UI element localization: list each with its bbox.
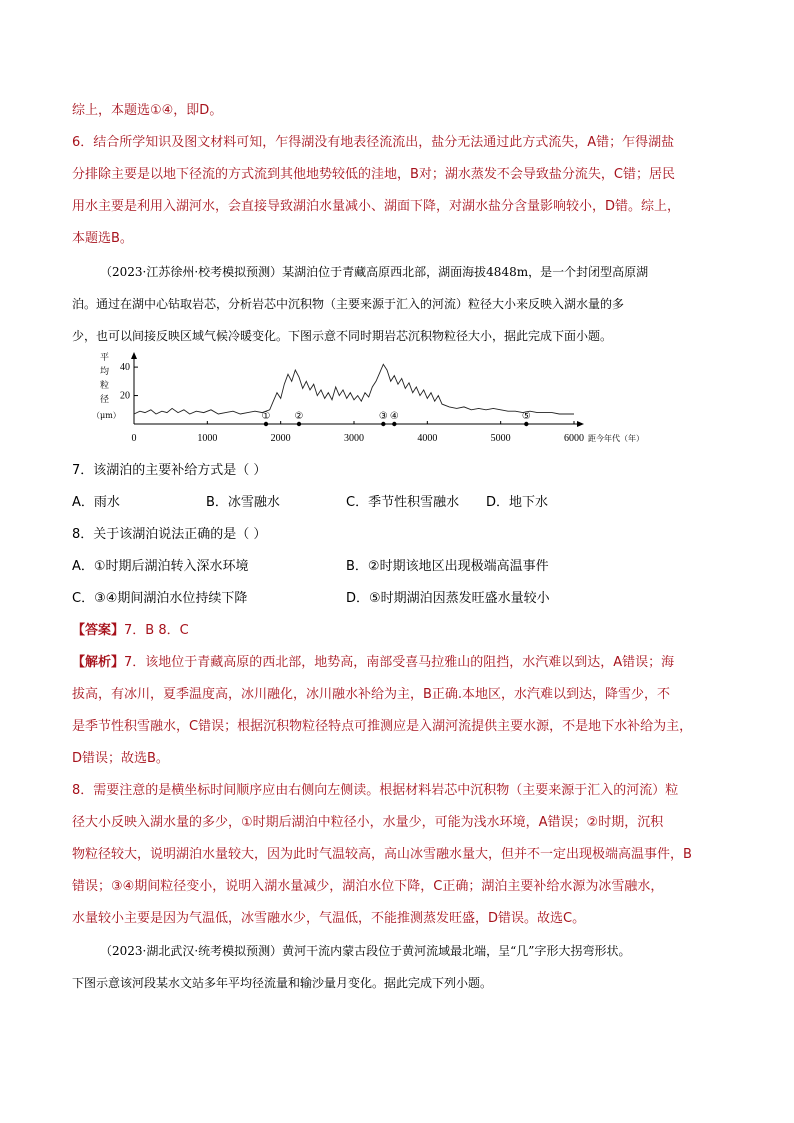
question-7-option-a: A．雨水 xyxy=(72,495,120,510)
period-marker-dot xyxy=(392,422,396,426)
passage-1-line-1: （2023·江苏徐州·校考模拟预测）某湖泊位于青藏高原西北部，湖面海拔4848m，是一个封闭型高原湖 xyxy=(100,265,649,279)
x-axis-arrow xyxy=(577,421,584,427)
grain-size-line xyxy=(134,364,574,414)
question-8-option-d: D．⑤时期湖泊因蒸发旺盛水量较小 xyxy=(346,591,550,606)
question-8: 8．关于该湖泊说法正确的是（ ） xyxy=(72,527,267,542)
grain-size-chart xyxy=(90,352,690,462)
passage-1-line-3: 少，也可以间接反映区域气候冷暖变化。下图示意不同时期岩芯沉积物粒径大小，据此完成下面小题。 xyxy=(72,329,613,343)
analysis-line-1 xyxy=(72,654,742,672)
x-tick-label: 2000 xyxy=(270,433,291,444)
period-marker-label: ③ xyxy=(378,411,388,422)
answer-line xyxy=(72,622,742,640)
question-7-option-d: D．地下水 xyxy=(486,495,549,510)
period-marker-dot xyxy=(381,422,385,426)
passage-2-line-1: （2023·湖北武汉·统考模拟预测）黄河干流内蒙古段位于黄河流域最北端，呈“几”字形大拐弯形状。 xyxy=(100,944,631,958)
analysis-8-line-1: 8．需要注意的是横坐标时间顺序应由右侧向左侧读。根据材料岩芯中沉积物（主要来源于汇入的河流）粒 xyxy=(72,783,679,798)
y-axis-label-char: 粒 xyxy=(100,381,110,391)
y-tick-label: 40 xyxy=(120,362,130,374)
x-tick-label: 1000 xyxy=(197,433,218,444)
analysis-7-line-3: 是季节性积雪融水，C错误；根据沉积物粒径特点可推测应是入湖河流提供主要水源，不是地下水补给为主， xyxy=(72,719,693,734)
analysis-7-line-4: D错误；故选B。 xyxy=(72,751,169,766)
x-tick-label: 5000 xyxy=(490,433,511,444)
y-axis-label-char: 均 xyxy=(100,367,110,377)
explanation-6-line-2: 分排除主要是以地下径流的方式流到其他地势较低的洼地，B对；湖水蒸发不会导致盐分流失，C错；居民 xyxy=(72,167,675,182)
explanation-6-line-3: 用水主要是利用入湖河水，会直接导致湖泊水量减小、湖面下降，对湖水盐分含量影响较小，D错。综上， xyxy=(72,199,681,214)
period-marker-label: ④ xyxy=(389,411,399,422)
period-marker-dot xyxy=(297,422,301,426)
analysis-8-line-4: 错误；③④期间粒径变小，说明入湖水量减少，湖泊水位下降，C正确；湖泊主要补给水源为冰雪融水， xyxy=(72,879,664,894)
question-7-option-b: B．冰雪融水 xyxy=(206,495,280,510)
question-8-option-a: A．①时期后湖泊转入深水环境 xyxy=(72,559,249,574)
analysis-8-line-2: 径大小反映入湖水量的多少，①时期后湖泊中粒径小，水量少，可能为浅水环境，A错误；②时期，沉积 xyxy=(72,815,664,830)
y-axis-arrow xyxy=(131,352,137,359)
period-marker-dot xyxy=(264,422,268,426)
y-tick-label: 20 xyxy=(120,390,130,402)
period-marker-dot xyxy=(524,422,528,426)
explanation-6-line-4: 本题选B。 xyxy=(72,231,133,246)
passage-2-line-2: 下图示意该河段某水文站多年平均径流量和输沙量月变化。据此完成下列小题。 xyxy=(72,976,493,990)
analysis-7-line-1: 7．该地位于青藏高原的西北部，地势高，南部受喜马拉雅山的阻挡，水汽难以到达，A错误；海 xyxy=(124,655,675,670)
y-axis-label-char: （μm） xyxy=(92,411,121,420)
answer-tag: 【答案】 xyxy=(72,623,125,638)
conclusion-line: 综上，本题选①④，即D。 xyxy=(72,103,223,118)
x-tick-label: 3000 xyxy=(344,433,364,444)
y-axis-label-char: 径 xyxy=(100,395,110,405)
analysis-8-line-5: 水量较小主要是因为气温低，冰雪融水少，气温低，不能推测蒸发旺盛，D错误。故选C。 xyxy=(72,911,586,926)
period-marker-label: ② xyxy=(294,411,304,422)
analysis-tag: 【解析】 xyxy=(72,655,125,670)
period-marker-label: ⑤ xyxy=(521,411,531,422)
question-8-option-c: C．③④期间湖泊水位持续下降 xyxy=(72,591,248,606)
analysis-7-line-2: 拔高，有冰川，夏季温度高，冰川融化，冰川融水补给为主，B正确.本地区，水汽难以到达，降雪少，不 xyxy=(72,687,671,702)
passage-1-line-2: 泊。通过在湖中心钻取岩芯，分析岩芯中沉积物（主要来源于汇入的河流）粒径大小来反映入湖水量的多 xyxy=(72,297,625,311)
period-marker-label: ① xyxy=(261,411,271,422)
x-tick-label: 4000 xyxy=(417,433,438,444)
analysis-8-line-3: 物粒径较大，说明湖泊水量较大，因为此时气温较高，高山冰雪融水量大，但并不一定出现极端高温事件，B xyxy=(72,847,692,862)
explanation-6-line-1: 6．结合所学知识及图文材料可知，乍得湖没有地表径流流出，盐分无法通过此方式流失，A错；乍得湖盐 xyxy=(72,135,675,150)
question-7: 7．该湖泊的主要补给方式是（ ） xyxy=(72,463,267,478)
y-axis-label-char: 平 xyxy=(100,353,110,363)
question-7-option-c: C．季节性积雪融水 xyxy=(346,495,460,510)
x-axis-label: 距今年代（年） xyxy=(588,434,644,443)
x-tick-label: 6000 xyxy=(564,433,584,444)
question-8-option-b: B．②时期该地区出现极端高温事件 xyxy=(346,559,549,574)
x-tick-label: 0 xyxy=(131,433,137,444)
answer-text: 7．B 8．C xyxy=(124,623,189,638)
